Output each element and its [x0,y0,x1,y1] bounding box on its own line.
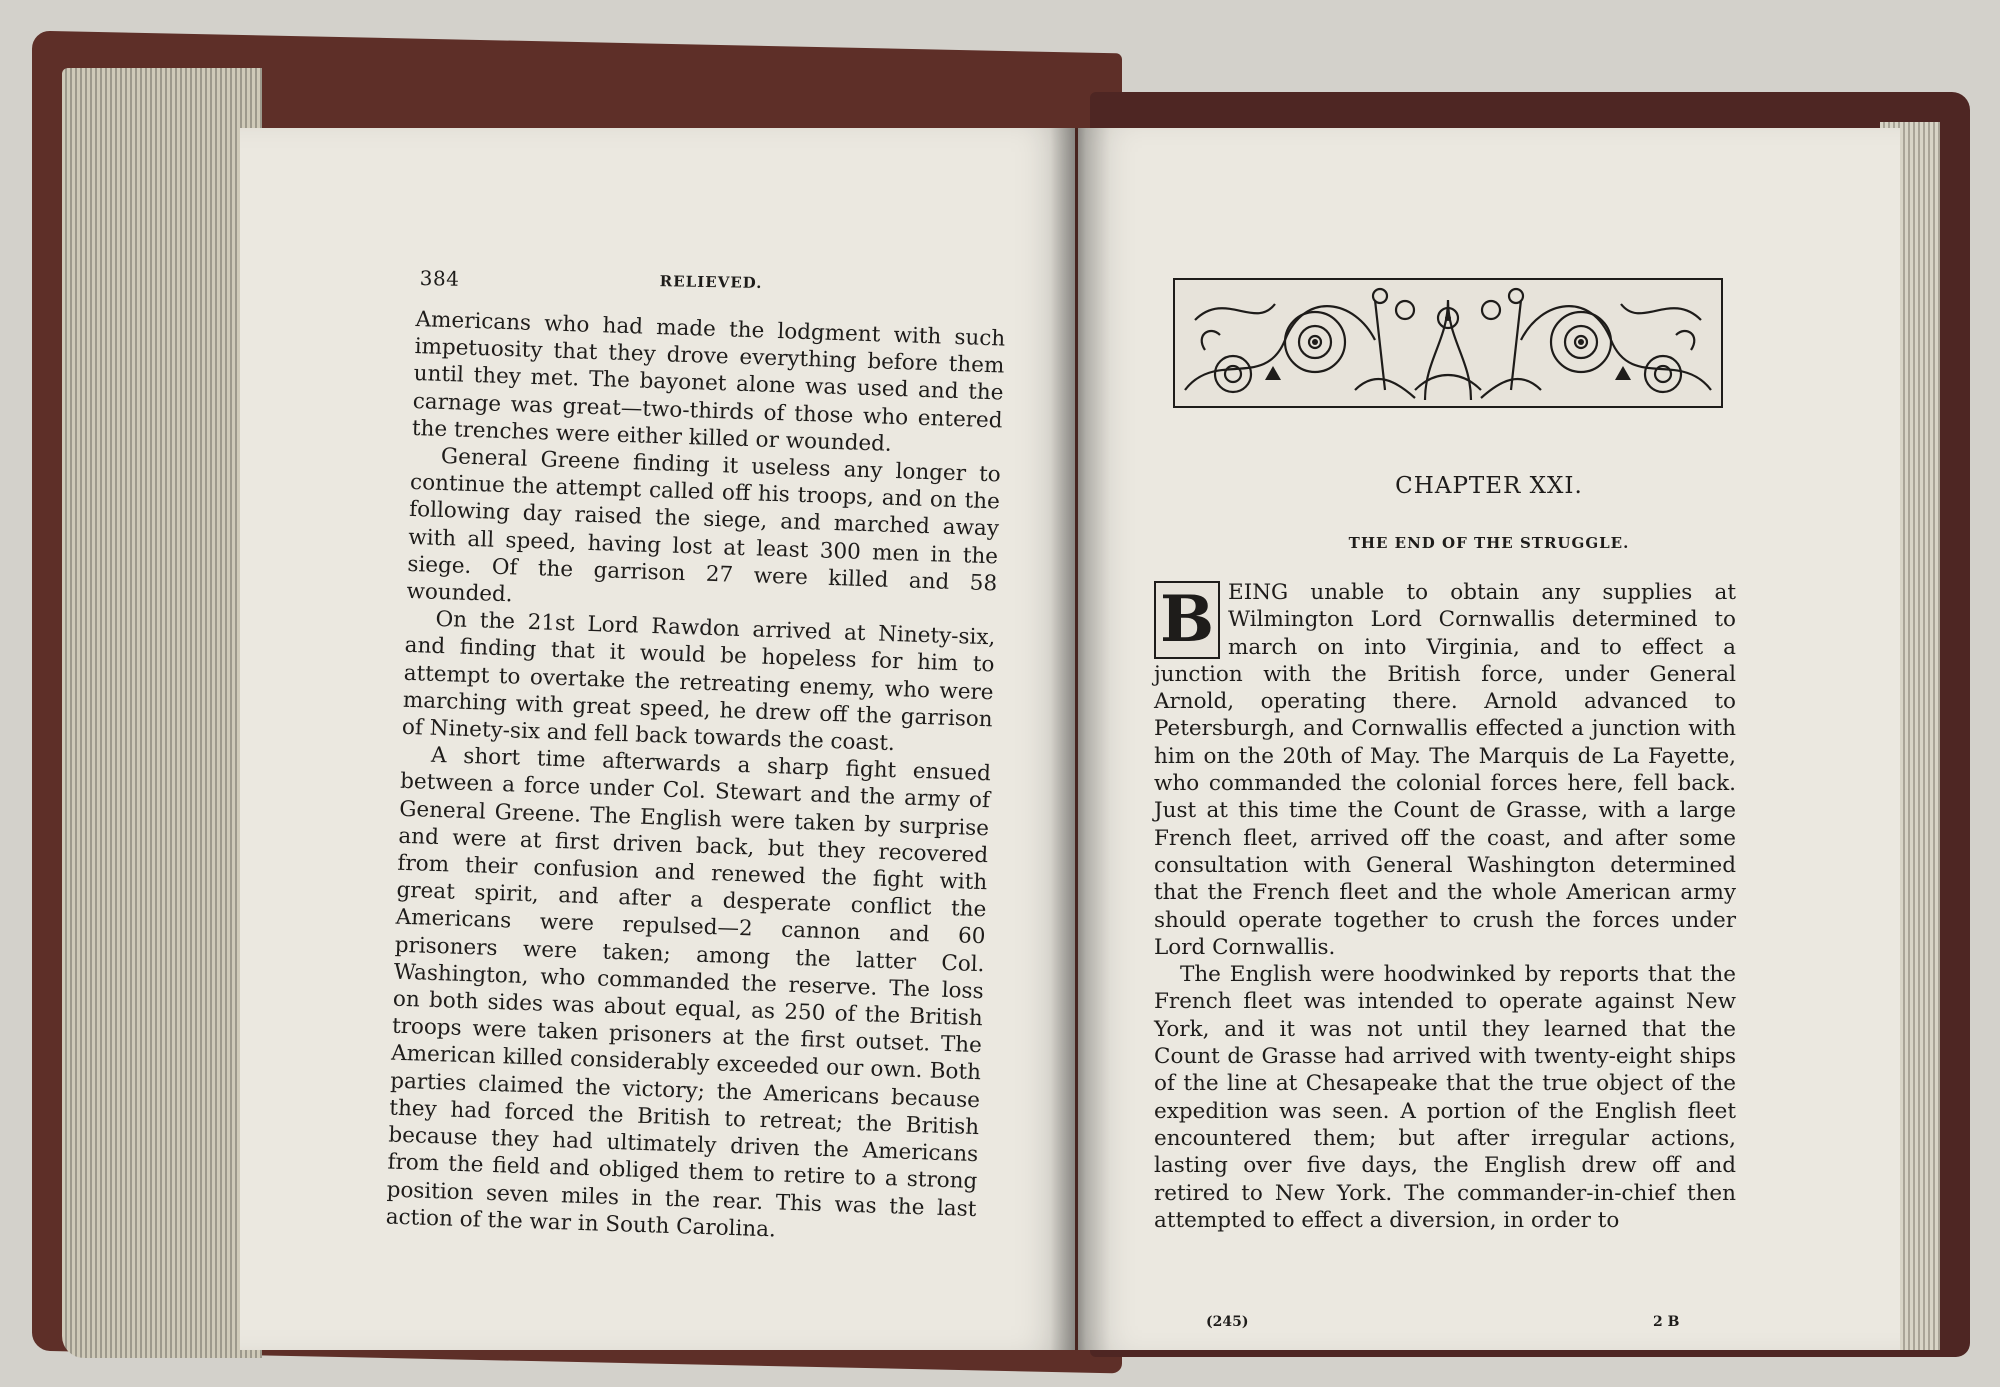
right-page [1078,128,1900,1350]
page-edges-left [62,68,262,1358]
ornament-scrollwork-icon [1175,280,1721,406]
paragraph: A short time afterwards a sharp fight ensued between a force under Col. Stewart and the army of General Greene. The English were taken by surprise and were at first driven back, but they recovered from their confusion and renewed the fight with great spirit, and after a desperate conflict the Americans were repulsed—2 cannon and 60 prisoners were taken; among the latter Col. Washington, who commanded the reserve. The loss on both sides was about equal, as 250 of the British troops were taken prisoners at the first outset. The American killed considerably exceeded our own. Both parties claimed the victory; the Americans because they had forced the British to retreat; the British because they had ultimately driven the Americans from the field and obliged them to retire to a strong position seven miles in the rear. This was the last action of the war in South Carolina. [385,743,992,1243]
chapter-title: CHAPTER XXI. [1395,473,1583,499]
right-page-body [1154,579,1736,1234]
paragraph: Americans who had made the lodgment with such impetuosity that they drove everything before them until they met. The bayonet alone was used and the carnage was great—two-thirds of those who entered the trenches were either killed or wounded. [411,306,1006,457]
ornamental-headpiece [1173,278,1723,408]
footer-signature-number: (245) [1206,1314,1249,1330]
paragraph-text: EING unable to obtain any supplies at Wilmington Lord Cornwallis determined to march on into Virginia, and to effect a junction with the British force, under General Arnold, operating there. Arnold advanced to Petersburgh, and Cornwallis effected a junction with him on the 20th of May. The Marquis de La Fayette, who commanded the colonial forces here, fell back. Just at this time the Count de Grasse, with a large French fleet, arrived off the coast, and after some consultation with General Washington determined that the French fleet and the whole American army should operate together to crush the forces under Lord Cornwallis. [1154,580,1736,960]
paragraph: The English were hoodwinked by reports that the French fleet was intended to operate against New York, and it was not until they learned that the Count de Grasse had arrived with twenty-eight ships of the line at Chesapeake that the true object of the expedition was seen. A portion of the English fleet encountered them; but after irregular actions, lasting over five days, the English drew off and retired to New York. The commander-in-chief then attempted to effect a diversion, in order to [1154,962,1736,1233]
book-gutter [1050,128,1110,1350]
footer-signature-mark: 2 B [1653,1314,1680,1330]
chapter-subtitle: THE END OF THE STRUGGLE. [1348,534,1630,552]
paragraph: General Greene finding it useless any longer to continue the attempt called off his troops, and on the following day raised the siege, and marched away with all speed, having lost at least 300 men in the siege. Of the garrison 27 were killed and 58 wounded. [406,443,1002,608]
page-number: 384 [419,266,460,291]
drop-cap [1154,581,1220,659]
left-page-body [385,306,1005,1250]
paragraph [1154,579,1736,961]
running-title: RELIEVED. [659,272,763,292]
left-page [240,128,1075,1350]
drop-cap-letter: B [1159,582,1215,657]
paragraph: On the 21st Lord Rawdon arrived at Ninety-six, and finding that it would be hopeless for him to attempt to overtake the retreating enemy, who were marching with great speed, he drew off the garrison of Ninety-six and fell back towards the coast. [401,607,996,757]
